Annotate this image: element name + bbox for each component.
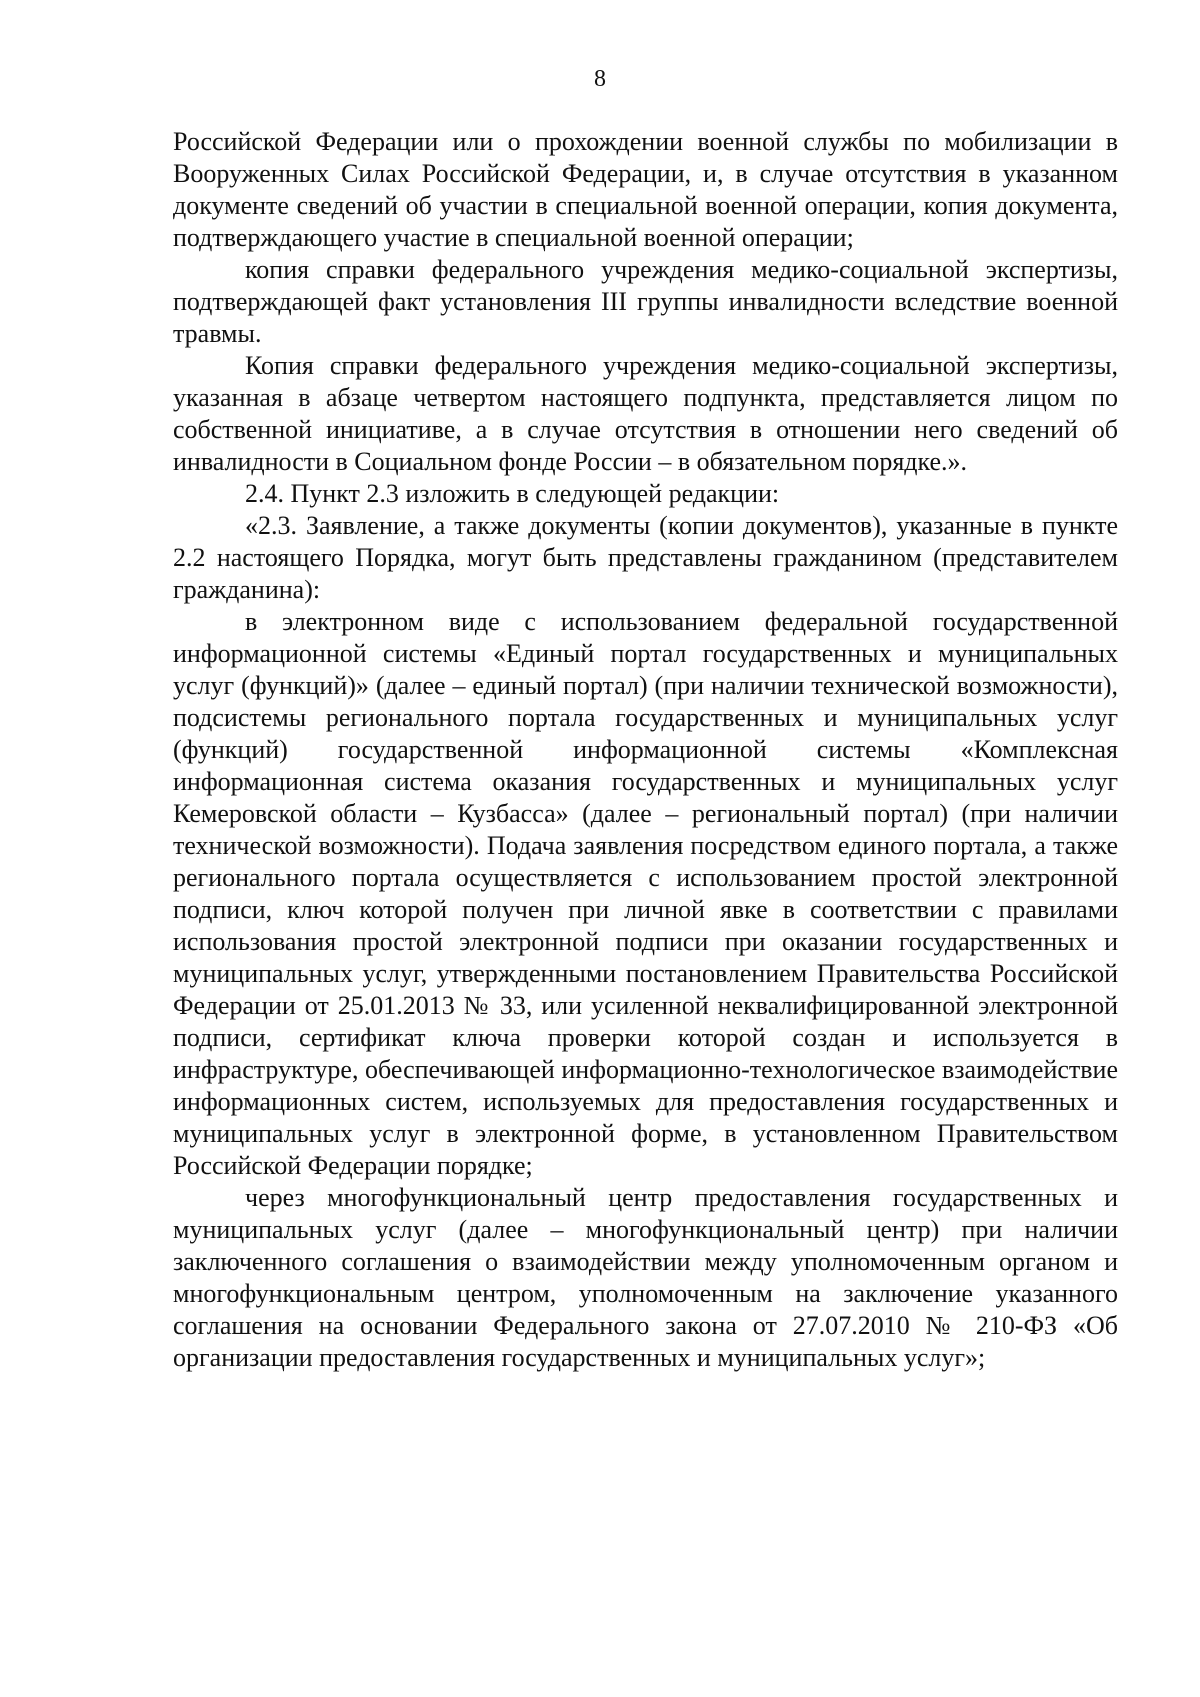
- paragraph-electronic-submission: в электронном виде с использованием федеральной государственной информационной системы «Единый портал государственных и муниципальных услуг (функций)» (далее – единый портал) (при наличии технической возможности), подсистемы регионального портала государственных и муниципальных услуг (функций) государственной информационной системы «Комплексная информационная система оказания государственных и муниципальных услуг Кемеровской области – Кузбасса» (далее – региональный портал) (при наличии технической возможности). Подача заявления посредством единого портала, а также регионального портала осуществляется с использованием простой электронной подписи, ключ которой получен при личной явке в соответствии с правилами использования простой электронной подписи при оказании государственных и муниципальных услуг, утвержденными постановлением Правительства Российской Федерации от 25.01.2013 № 33, или усиленной неквалифицированной электронной подписи, сертификат ключа проверки которой создан и используется в инфраструктуре, обеспечивающей информационно-технологическое взаимодействие информационных систем, используемых для предоставления государственных и муниципальных услуг в электронной форме, в установленном Правительством Российской Федерации порядке;: [173, 607, 1118, 1180]
- paragraph-continuation: Российской Федерации или о прохождении военной службы по мобилизации в Вооруженных Силах Российской Федерации, и, в случае отсутствия в указанном документе сведений об участии в специальной военной операции, копия документа, подтверждающего участие в специальной военной операции;: [173, 127, 1118, 252]
- page-number: 8: [594, 66, 606, 92]
- paragraph-certificate-copy: копия справки федерального учреждения медико-социальной экспертизы, подтверждающей факт установления III группы инвалидности вследствие военной травмы.: [173, 255, 1118, 348]
- paragraph-item-2-4: 2.4. Пункт 2.3 изложить в следующей редакции:: [245, 479, 780, 508]
- paragraph-mfc-submission: через многофункциональный центр предоставления государственных и муниципальных услуг (далее – многофункциональный центр) при наличии заключенного соглашения о взаимодействии между уполномоченным органом и многофункциональным центром, уполномоченным на заключение указанного соглашения на основании Федерального закона от 27.07.2010 № 210-ФЗ «Об организации предоставления государственных и муниципальных услуг»;: [173, 1183, 1118, 1372]
- document-body: [173, 126, 1118, 1374]
- paragraph-item-2-3: «2.3. Заявление, а также документы (копии документов), указанные в пункте 2.2 настоящего Порядка, могут быть представлены гражданином (представителем гражданина):: [173, 511, 1118, 604]
- paragraph-certificate-note: Копия справки федерального учреждения медико-социальной экспертизы, указанная в абзаце четвертом настоящего подпункта, представляется лицом по собственной инициативе, а в случае отсутствия в отношении него сведений об инвалидности в Социальном фонде России – в обязательном порядке.».: [173, 351, 1118, 476]
